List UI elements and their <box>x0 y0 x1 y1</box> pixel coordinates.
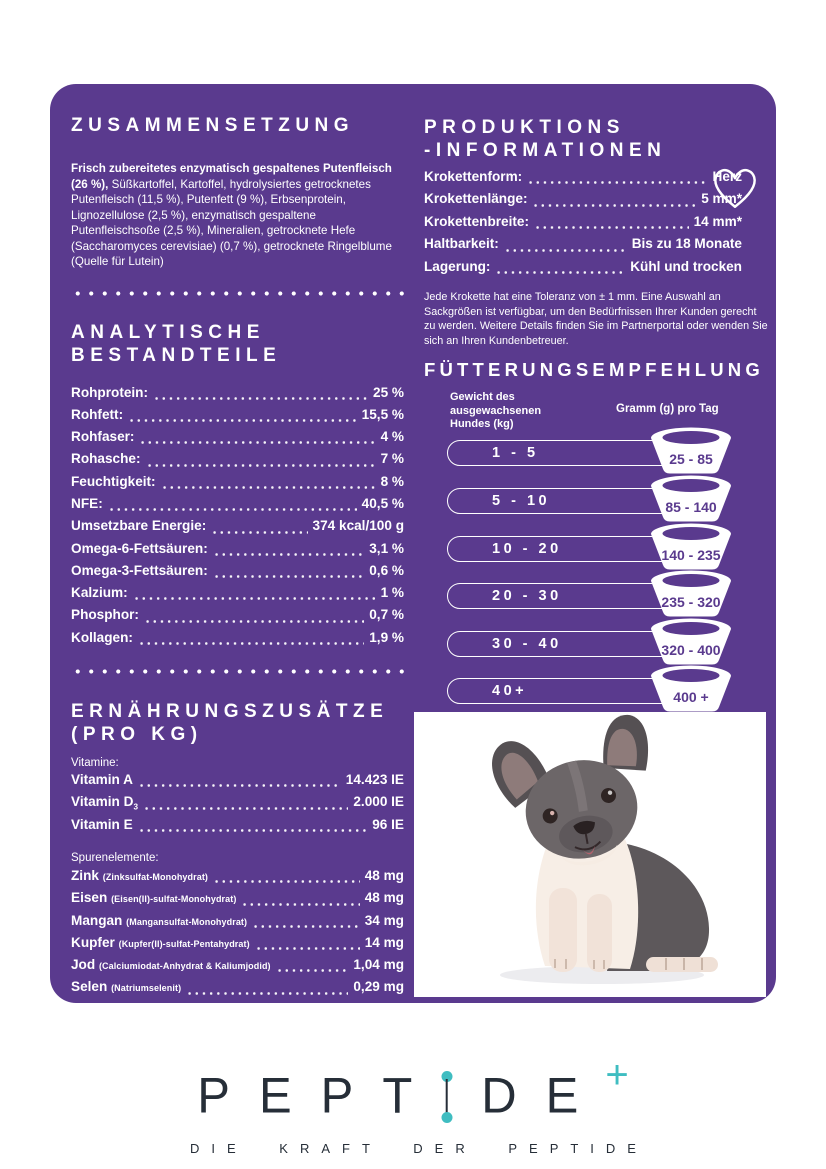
row-label: Rohasche: <box>71 451 141 467</box>
table-row <box>71 563 404 585</box>
dotted-leader <box>144 607 364 629</box>
dotted-divider <box>71 291 404 296</box>
feeding-table <box>424 427 768 713</box>
logo-letter: P <box>320 1068 354 1124</box>
dotted-leader <box>108 496 357 518</box>
row-value: 5 mm* <box>701 191 742 207</box>
row-value: 48 mg <box>364 890 404 906</box>
feeding-row <box>424 570 768 618</box>
row-value: Herz <box>712 169 742 184</box>
dotted-leader <box>213 563 365 585</box>
logo-plus-icon: + <box>605 1052 629 1097</box>
row-value: 34 mg <box>364 912 404 928</box>
row-label: Kollagen: <box>71 629 133 645</box>
analytical-list <box>71 385 404 653</box>
row-label: Haltbarkeit: <box>424 236 499 252</box>
logo-dot-bottom <box>441 1112 452 1123</box>
grams-value: 320 - 400 <box>661 641 721 658</box>
row-label: Vitamin $D_3$ <box>71 794 138 813</box>
table-row <box>71 817 404 839</box>
logo-letter: T <box>382 1068 413 1124</box>
row-label: Rohprotein: <box>71 384 149 400</box>
table-row <box>71 451 404 473</box>
table-row <box>71 935 404 957</box>
grams-value: 85 - 140 <box>665 498 717 515</box>
weight-range-pill: 40+ <box>447 678 702 704</box>
row-value: 40,5 % <box>361 495 404 511</box>
table-row <box>71 607 404 629</box>
heart-icon <box>710 164 760 217</box>
row-label: Krokettenform: <box>424 169 523 184</box>
brand-tagline: DIE KRAFT DER PEPTIDE <box>190 1141 648 1156</box>
dotted-leader <box>534 214 689 236</box>
production-title: PRODUKTIONS -INFORMATIONEN <box>424 117 667 161</box>
row-value: 374 kcal/100 g <box>312 518 404 534</box>
row-label: Krokettenbreite: <box>424 213 529 229</box>
dotted-leader <box>276 957 349 979</box>
composition-title: ZUSAMMENSETZUNG <box>71 115 355 136</box>
weight-range-pill: 5 - 10 <box>447 488 702 514</box>
row-value: 3,1 % <box>369 540 404 556</box>
dotted-leader <box>495 259 625 281</box>
grams-value: 235 - 320 <box>661 594 721 611</box>
dotted-divider <box>71 669 404 674</box>
table-row <box>71 630 404 652</box>
vitamins-list <box>71 772 404 839</box>
row-value: 14 mm* <box>693 213 742 229</box>
right-column <box>424 84 768 713</box>
dotted-leader <box>138 817 368 839</box>
dotted-leader <box>153 385 368 407</box>
row-value: 4 % <box>380 429 404 445</box>
feeding-table-headers <box>424 389 768 431</box>
table-row <box>71 541 404 563</box>
trace-label: Spurenelemente: <box>71 851 159 864</box>
row-value: Kühl und trocken <box>630 258 742 274</box>
dotted-leader <box>146 451 376 473</box>
table-row <box>424 236 742 258</box>
row-value: 1,9 % <box>369 629 404 645</box>
composition-text <box>71 161 404 270</box>
dog-bowl-icon <box>650 523 732 570</box>
logo-i-stem <box>445 1079 448 1115</box>
table-row <box>71 518 404 540</box>
dotted-leader <box>143 794 348 816</box>
feeding-row <box>424 427 768 475</box>
dotted-leader <box>255 935 360 957</box>
dotted-leader <box>139 429 375 451</box>
analytical-title: ANALYTISCHE BESTANDTEILE <box>71 321 282 366</box>
dotted-leader <box>128 407 357 429</box>
row-value: 48 mg <box>364 867 404 883</box>
table-row <box>71 794 404 816</box>
dotted-leader <box>504 236 627 258</box>
row-label: Krokettenlänge: <box>424 191 528 207</box>
composition-intro-bold: Frisch zubereitetes enzymatisch gespaltenes Putenfleisch (26 %), <box>71 162 392 191</box>
table-row <box>71 496 404 518</box>
logo-letter: D <box>481 1068 517 1124</box>
left-column <box>71 84 404 1002</box>
feeding-title: FÜTTERUNGSEMPFEHLUNG <box>424 359 764 381</box>
row-label: Vitamin A <box>71 772 133 788</box>
table-row <box>71 385 404 407</box>
brand-footer <box>0 1052 826 1156</box>
production-list <box>424 169 742 281</box>
dotted-leader <box>133 585 376 607</box>
logo-letter: P <box>197 1068 230 1124</box>
weight-range-pill: 1 - 5 <box>447 440 702 466</box>
row-label: NFE: <box>71 495 103 511</box>
row-label: Omega-3-Fettsäuren: <box>71 562 208 578</box>
row-label: Vitamin E <box>71 816 133 832</box>
row-value: 1 % <box>380 585 404 601</box>
row-label: Eisen (Eisen(II)-sulfat-Monohydrat) <box>71 890 237 906</box>
dotted-leader <box>527 169 707 191</box>
weight-range-pill: 20 - 30 <box>447 583 702 609</box>
row-value: 2.000 IE <box>353 794 404 810</box>
table-row <box>71 957 404 979</box>
table-row <box>424 259 742 281</box>
dog-bowl-icon <box>650 665 732 712</box>
vitamins-label: Vitamine: <box>71 757 119 770</box>
row-value: 8 % <box>380 473 404 489</box>
logo-letter: E <box>258 1068 292 1124</box>
grams-value: 400 + <box>673 689 709 706</box>
feeding-row <box>424 665 768 713</box>
row-value: 1,04 mg <box>353 957 404 973</box>
table-row <box>424 169 742 191</box>
row-label: Jod (Calciumiodat-Anhydrat & Kaliumjodid) <box>71 957 271 973</box>
dotted-leader <box>213 541 365 563</box>
table-row <box>71 979 404 1001</box>
row-value: Bis zu 18 Monate <box>631 236 742 252</box>
table-row <box>71 407 404 429</box>
row-label: Kalzium: <box>71 585 128 601</box>
row-label: Rohfaser: <box>71 429 135 445</box>
weight-range-pill: 30 - 40 <box>447 631 702 657</box>
row-label: Umsetzbare Energie: <box>71 518 207 534</box>
weight-range-pill: 10 - 20 <box>447 536 702 562</box>
table-row <box>71 772 404 794</box>
additives-title: ERNÄHRUNGSZUSÄTZE (PRO KG) <box>71 701 389 746</box>
dotted-leader <box>532 191 696 213</box>
dotted-leader <box>138 630 364 652</box>
dotted-leader <box>213 868 360 890</box>
row-label: Lagerung: <box>424 258 491 274</box>
row-label: Mangan (Mangansulfat-Monohydrat) <box>71 912 248 928</box>
row-value: 0,29 mg <box>353 979 404 995</box>
tolerance-note: Jede Krokette hat eine Toleranz von ± 1 mm. Eine Auswahl an Sackgrößen ist verfügbar, um den Bedürfnissen Ihrer Kunden gerecht zu werden. Weitere Details finden Sie im Partnerportal oder wenden Sie sich an Ihren Kundenbetreuer. <box>424 290 768 347</box>
row-value: 14 mg <box>364 934 404 950</box>
feeding-col1-header: Gewicht des ausgewachsenen Hundes (kg) <box>450 391 542 431</box>
dog-bowl-icon <box>650 570 732 617</box>
label-card <box>50 84 776 1003</box>
dog-bowl-icon <box>650 475 732 522</box>
row-label: Selen (Natriumselenit) <box>71 979 182 995</box>
grams-value: 25 - 85 <box>669 451 713 468</box>
table-row <box>424 191 742 213</box>
feeding-row <box>424 618 768 666</box>
row-value: 0,6 % <box>369 562 404 578</box>
table-row <box>71 890 404 912</box>
feeding-col2-header: Gramm (g) pro Tag <box>616 403 719 416</box>
feeding-row <box>424 523 768 571</box>
trace-elements-list <box>71 868 404 1002</box>
dotted-leader <box>161 474 376 496</box>
composition-rest: Süßkartoffel, Kartoffel, hydrolysiertes getrocknetes Putenfleisch (11,5 %), Putenfett (9 %), Erbsenprotein, Lignozellulose (2,5 %), enzymatisch gespaltene Putenfleischsoße (2,5 %), Mineralien, getrocknete Hefe (Saccharomyces cerevisiae) (0,7 %), getrocknete Ringelblume (Quelle für Lutein) <box>71 177 392 268</box>
feeding-row <box>424 475 768 523</box>
row-value: 96 IE <box>372 816 404 832</box>
french-bulldog-illustration <box>414 712 766 997</box>
table-row <box>71 474 404 496</box>
table-row <box>71 868 404 890</box>
dotted-leader <box>186 979 348 1001</box>
dotted-leader <box>211 518 307 540</box>
row-value: 14.423 IE <box>345 772 404 788</box>
row-value: 7 % <box>380 451 404 467</box>
table-row <box>71 913 404 935</box>
logo-letter: E <box>545 1068 579 1124</box>
row-value: 15,5 % <box>361 406 404 422</box>
row-label: Phosphor: <box>71 607 139 623</box>
brand-logo <box>197 1052 629 1124</box>
dotted-leader <box>241 890 359 912</box>
dog-bowl-icon <box>650 427 732 474</box>
dotted-leader <box>138 772 341 794</box>
row-label: Kupfer (Kupfer(II)-sulfat-Pentahydrat) <box>71 934 250 950</box>
row-value: 25 % <box>373 384 404 400</box>
table-row <box>71 429 404 451</box>
row-label: Rohfett: <box>71 406 124 422</box>
row-label: Feuchtigkeit: <box>71 473 156 489</box>
row-value: 0,7 % <box>369 607 404 623</box>
grams-value: 140 - 235 <box>661 546 721 563</box>
logo-i-glyph <box>441 1073 452 1121</box>
dog-photo <box>414 712 766 997</box>
row-label: Zink (Zinksulfat-Monohydrat) <box>71 867 209 883</box>
dog-bowl-icon <box>650 618 732 665</box>
dotted-leader <box>252 913 360 935</box>
table-row <box>424 214 742 236</box>
table-row <box>71 585 404 607</box>
row-label: Omega-6-Fettsäuren: <box>71 540 208 556</box>
